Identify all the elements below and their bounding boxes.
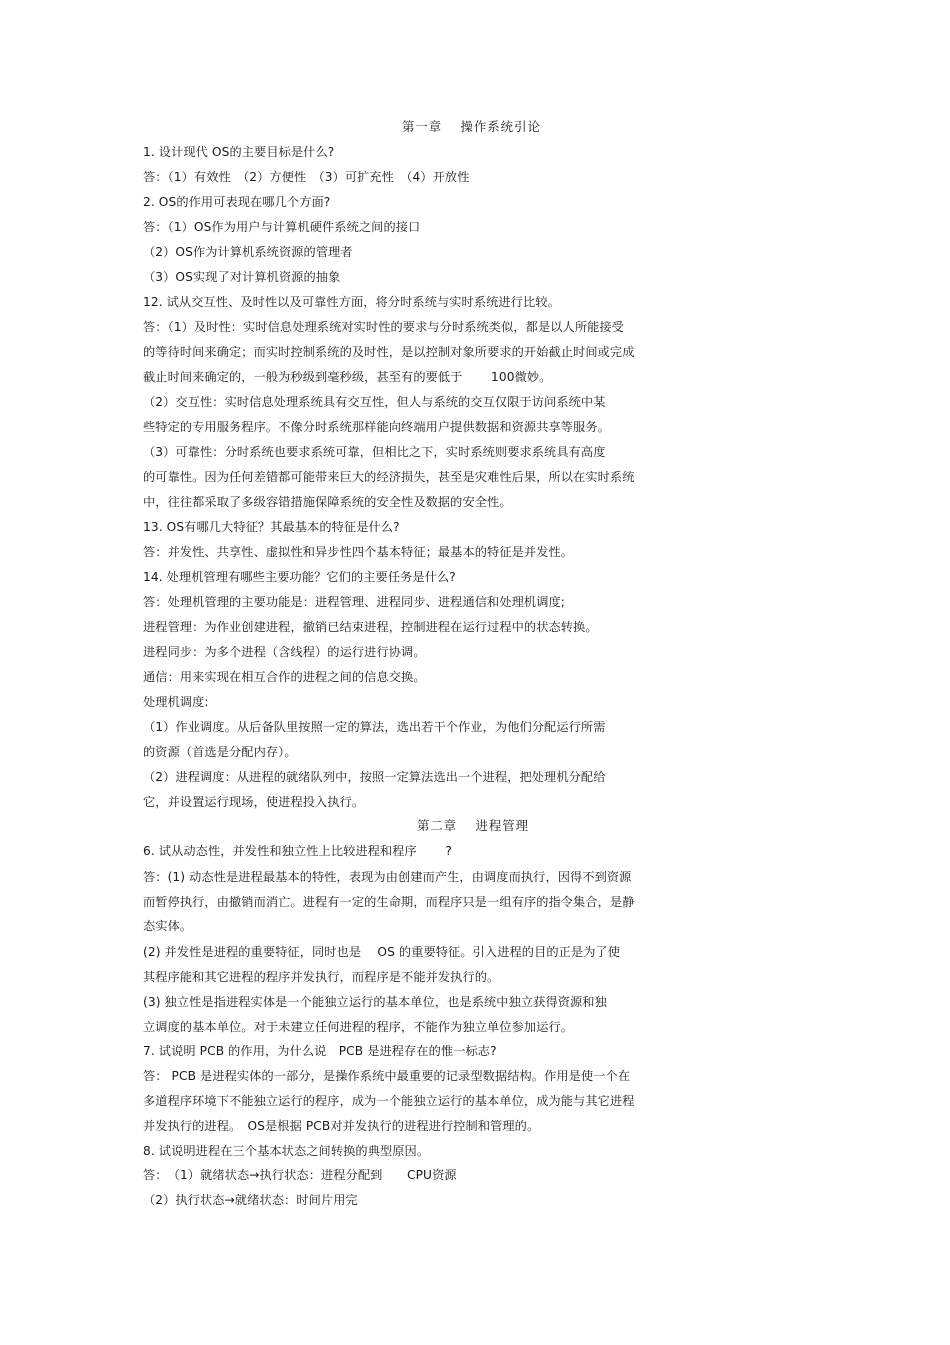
- text-line: 12. 试从交互性、及时性以及可靠性方面，将分时系统与实时系统进行比较。: [143, 295, 560, 309]
- text-line: 的可靠性。因为任何差错都可能带来巨大的经济损失，甚至是灾难性后果，所以在实时系统: [143, 470, 635, 484]
- text-line: 答：处理机管理的主要功能是：进程管理、进程同步、进程通信和处理机调度;: [143, 595, 565, 609]
- text-line: 其程序能和其它进程的程序并发执行，而程序是不能并发执行的。: [143, 970, 500, 984]
- text-line: （3）可靠性：分时系统也要求系统可靠，但相比之下，实时系统则要求系统具有高度: [143, 445, 606, 459]
- text-line: （2）执行状态→就绪状态：时间片用完: [143, 1193, 358, 1207]
- text-line: 答： （1）就绪状态→执行状态：进程分配到 CPU资源: [143, 1168, 457, 1182]
- text-line: 14. 处理机管理有哪些主要功能？它们的主要任务是什么?: [143, 570, 456, 584]
- text-line: 进程管理：为作业创建进程，撤销已结束进程，控制进程在运行过程中的状态转换。: [143, 620, 598, 634]
- text-line: 2. OS的作用可表现在哪几个方面?: [143, 195, 331, 209]
- text-line: 的资源（首选是分配内存）。: [143, 745, 297, 759]
- text-line: 答：并发性、共享性、虚拟性和异步性四个基本特征；最基本的特征是并发性。: [143, 545, 574, 559]
- text-line: 处理机调度:: [143, 695, 209, 709]
- text-line: 13. OS有哪几大特征？其最基本的特征是什么?: [143, 520, 400, 534]
- chapter2-title: 第二章 进程管理: [417, 818, 530, 833]
- text-line: (3) 独立性是指进程实体是一个能独立运行的基本单位，也是系统中独立获得资源和独: [143, 995, 607, 1009]
- text-line: 进程同步：为多个进程（含线程）的运行进行协调。: [143, 645, 426, 659]
- text-line: （2）进程调度：从进程的就绪队列中，按照一定算法选出一个进程，把处理机分配给: [143, 770, 606, 784]
- text-line: （2）交互性：实时信息处理系统具有交互性，但人与系统的交互仅限于访问系统中某: [143, 395, 606, 409]
- text-line: 答：（1）有效性 （2）方便性 （3）可扩充性 （4）开放性: [143, 170, 470, 184]
- text-line: 些特定的专用服务程序。不像分时系统那样能向终端用户提供数据和资源共享等服务。: [143, 420, 610, 434]
- text-line: 答：（1）OS作为用户与计算机硬件系统之间的接口: [143, 220, 421, 234]
- text-line: 答：(1) 动态性是进程最基本的特性，表现为由创建而产生，由调度而执行，因得不到资源: [143, 870, 632, 884]
- chapter1-title: 第一章 操作系统引论: [402, 119, 541, 134]
- text-line: 立调度的基本单位。对于未建立任何进程的程序，不能作为独立单位参加运行。: [143, 1020, 574, 1034]
- text-line: 它，并设置运行现场，使进程投入执行。: [143, 795, 365, 809]
- text-line: 截止时间来确定的，一般为秒级到毫秒级，甚至有的要低于 100微妙。: [143, 370, 552, 384]
- text-line: 答： PCB 是进程实体的一部分，是操作系统中最重要的记录型数据结构。作用是使一个在: [143, 1069, 631, 1083]
- text-line: 8. 试说明进程在三个基本状态之间转换的典型原因。: [143, 1144, 430, 1158]
- text-line: 1. 设计现代 OS的主要目标是什么?: [143, 145, 335, 159]
- text-line: 并发执行的进程。 OS是根据 PCB对并发执行的进程进行控制和管理的。: [143, 1119, 540, 1133]
- text-line: 6. 试从动态性，并发性和独立性上比较进程和程序 ?: [143, 844, 452, 858]
- text-line: （2）OS作为计算机系统资源的管理者: [143, 245, 353, 259]
- text-line: 答：（1）及时性：实时信息处理系统对实时性的要求与分时系统类似，都是以人所能接受: [143, 320, 624, 334]
- text-line: 7. 试说明 PCB 的作用，为什么说 PCB 是进程存在的惟一标志?: [143, 1044, 497, 1058]
- text-line: 通信：用来实现在相互合作的进程之间的信息交换。: [143, 670, 426, 684]
- text-line: 的等待时间来确定；而实时控制系统的及时性，是以控制对象所要求的开始截止时间或完成: [143, 345, 635, 359]
- text-line: （3）OS实现了对计算机资源的抽象: [143, 270, 341, 284]
- text-line: 多道程序环境下不能独立运行的程序，成为一个能独立运行的基本单位，成为能与其它进程: [143, 1094, 635, 1108]
- text-line: (2) 并发性是进程的重要特征，同时也是 OS 的重要特征。引入进程的目的正是为了使: [143, 945, 621, 959]
- text-line: （1）作业调度。从后备队里按照一定的算法，选出若干个作业，为他们分配运行所需: [143, 720, 606, 734]
- text-line: 而暂停执行，由撤销而消亡。进程有一定的生命期，而程序只是一组有序的指令集合，是静: [143, 895, 635, 909]
- text-line: 态实体。: [143, 919, 193, 933]
- text-line: 中，往往都采取了多级容错措施保障系统的安全性及数据的安全性。: [143, 495, 512, 509]
